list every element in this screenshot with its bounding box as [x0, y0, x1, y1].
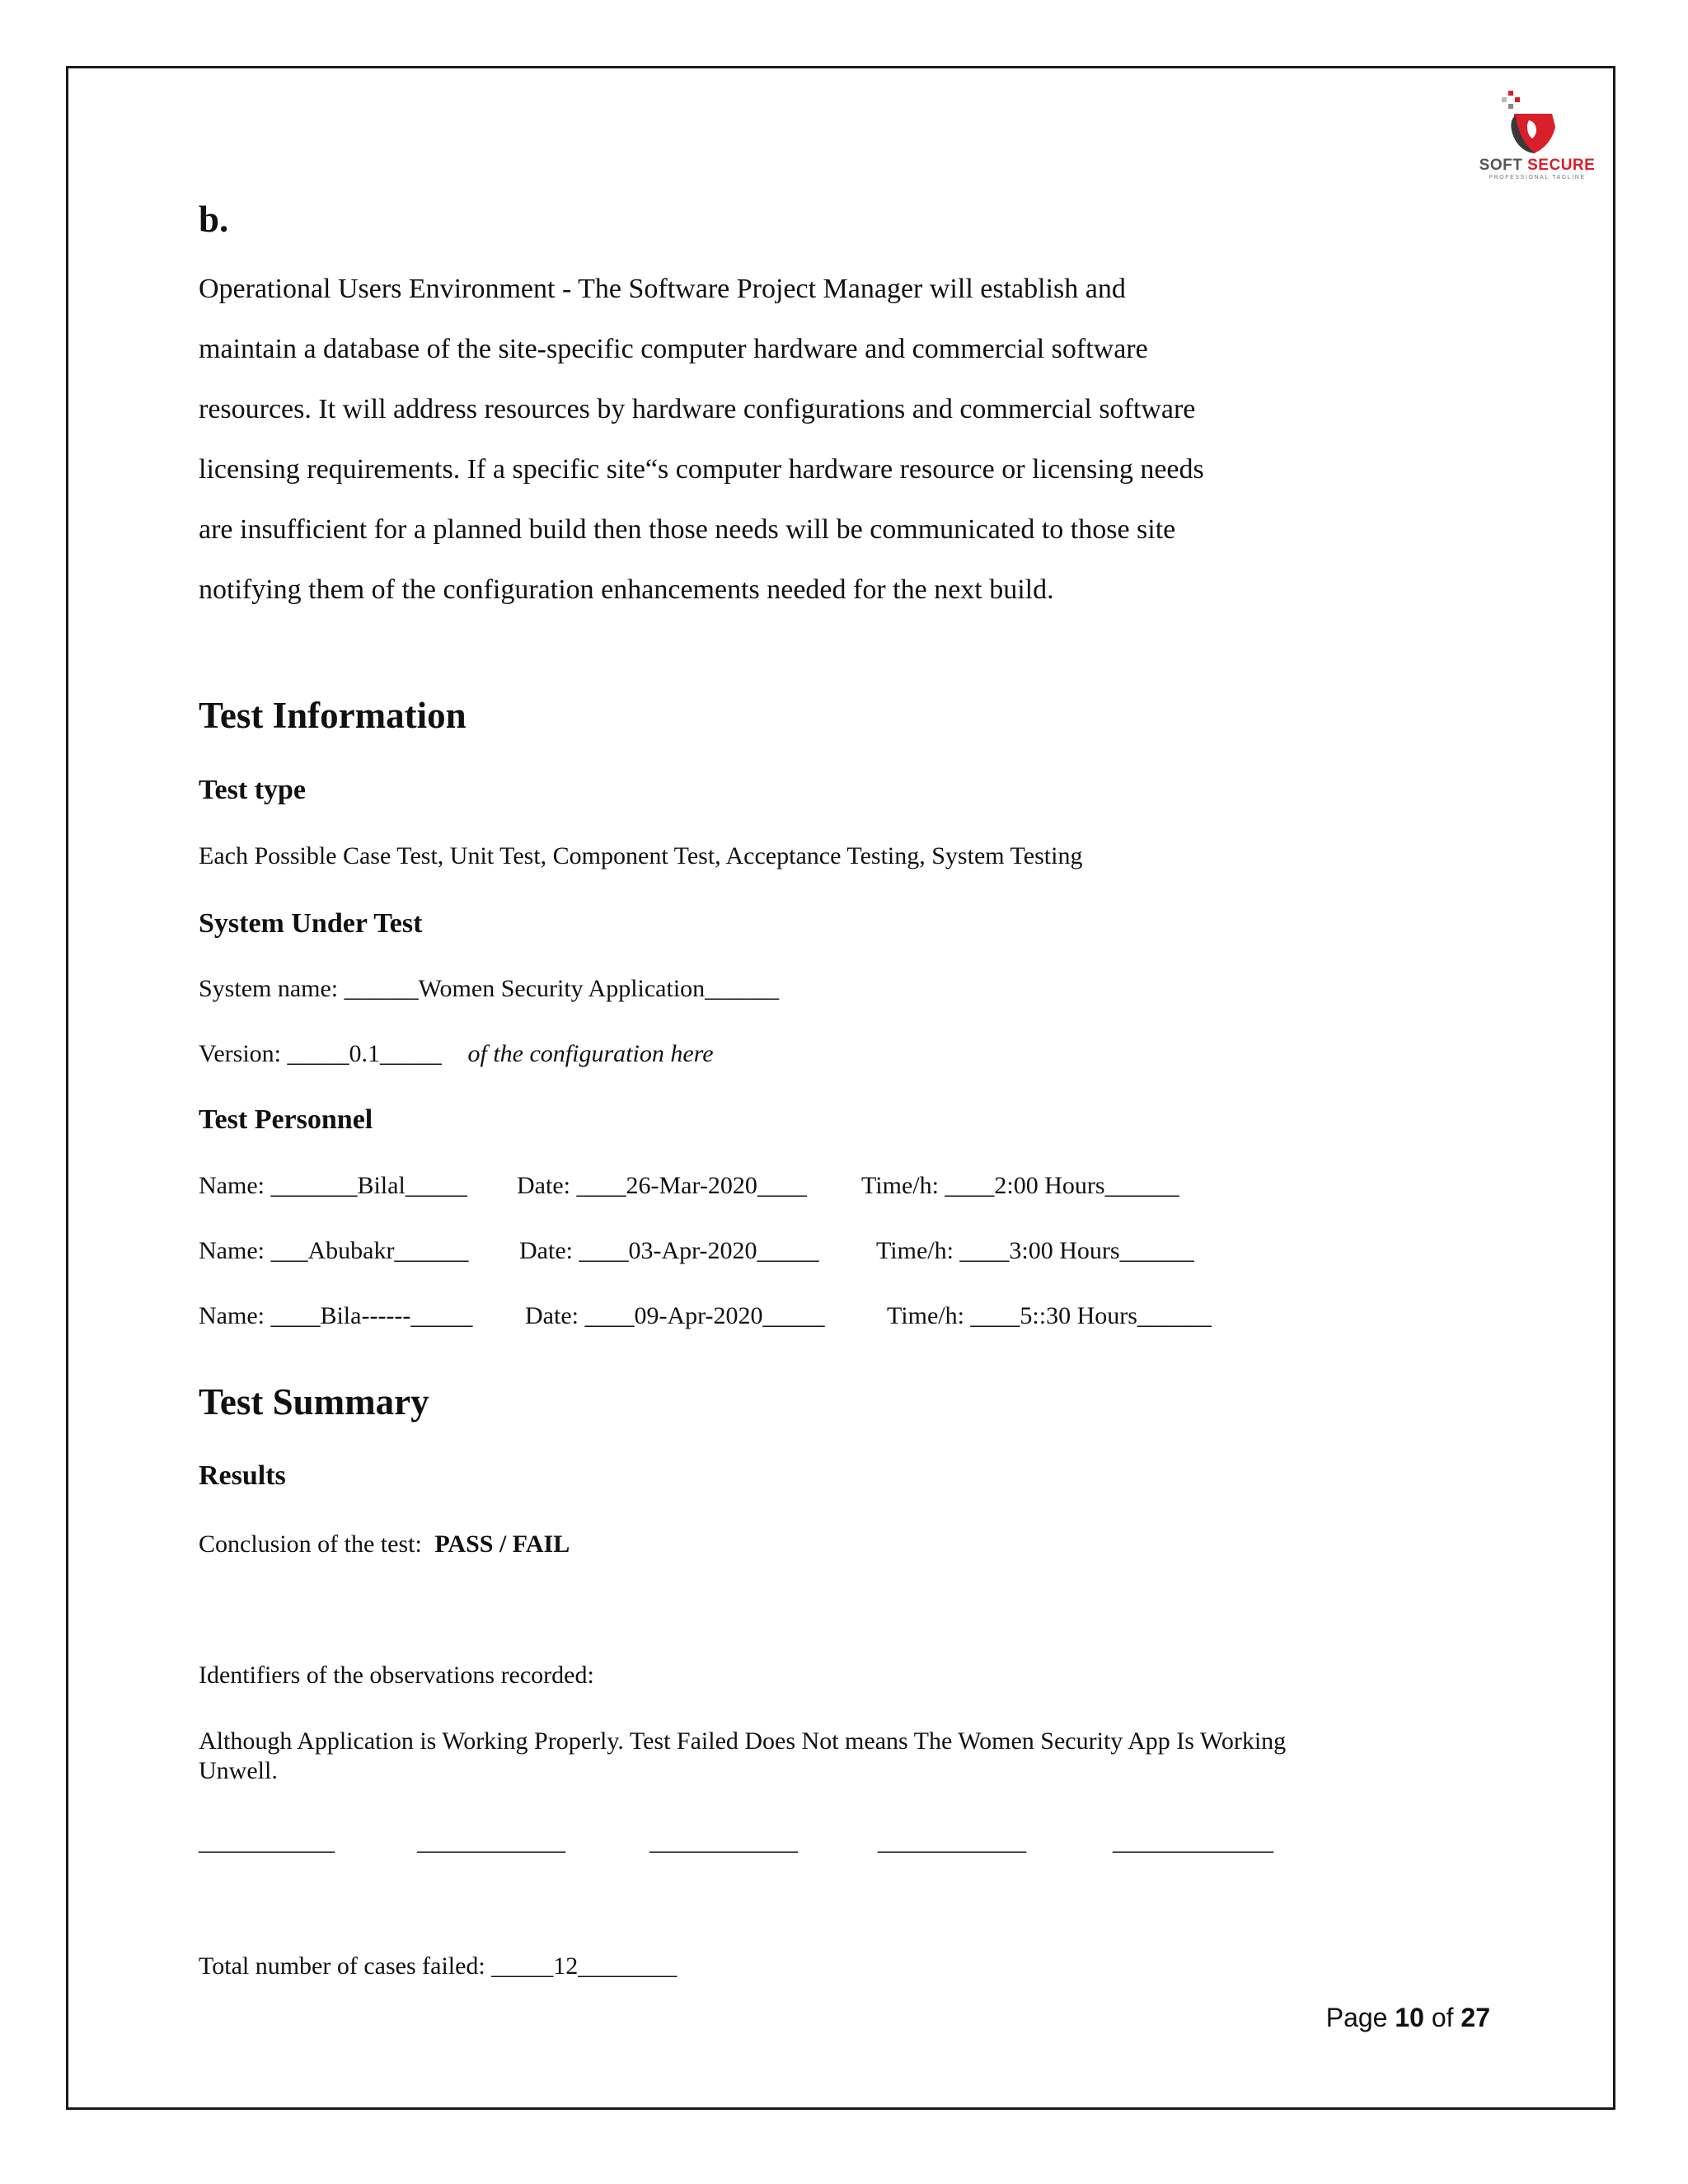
observation-line: Although Application is Working Properly. Test Failed Does Not means The Women Security App Is Working — [199, 1727, 1287, 1755]
blank-line: _____________ — [1113, 1828, 1273, 1855]
blank-line: ____________ — [649, 1828, 798, 1855]
paragraph-line: resources. It will address resources by hardware configurations and commercial software — [199, 394, 1196, 424]
logo-wordmark: SOFT SECURE — [1479, 157, 1596, 174]
paragraph-line: are insufficient for a planned build then those needs will be communicated to those site — [199, 514, 1176, 545]
personnel-name: Name: _______Bilal_____ — [199, 1172, 467, 1199]
conclusion-label: Conclusion of the test: — [199, 1530, 422, 1558]
system-name-field: System name: ______Women Security Application______ — [199, 975, 780, 1002]
blank-line: ____________ — [417, 1828, 565, 1855]
test-type-heading: Test type — [199, 775, 307, 805]
personnel-time: Time/h: ____2:00 Hours______ — [861, 1172, 1179, 1199]
version-field — [199, 1040, 714, 1068]
company-logo — [1463, 89, 1611, 188]
conclusion-value: PASS / FAIL — [434, 1530, 570, 1558]
paragraph-line: Operational Users Environment - The Software Project Manager will establish and — [199, 274, 1126, 304]
system-under-test-heading: System Under Test — [199, 908, 423, 939]
test-summary-heading: Test Summary — [199, 1381, 429, 1422]
identifiers-label: Identifiers of the observations recorded: — [199, 1661, 594, 1689]
blank-line: ____________ — [878, 1828, 1026, 1855]
personnel-name: Name: ____Bila------_____ — [199, 1302, 473, 1329]
personnel-date: Date: ____26-Mar-2020____ — [517, 1172, 807, 1199]
observation-line: Unwell. — [199, 1757, 278, 1784]
blank-line: ___________ — [199, 1828, 335, 1855]
section-marker: b. — [199, 199, 229, 240]
version-note: of the configuration here — [467, 1040, 714, 1067]
logo-tagline: PROFESSIONAL TAGLINE — [1489, 175, 1586, 180]
test-personnel-heading: Test Personnel — [199, 1104, 373, 1135]
personnel-name: Name: ___Abubakr______ — [199, 1237, 469, 1264]
body-paragraph — [199, 259, 1435, 620]
personnel-time: Time/h: ____5::30 Hours______ — [887, 1302, 1212, 1329]
test-information-heading: Test Information — [199, 695, 467, 736]
personnel-date: Date: ____03-Apr-2020_____ — [519, 1237, 819, 1264]
paragraph-line: maintain a database of the site-specific computer hardware and commercial software — [199, 334, 1148, 364]
personnel-date: Date: ____09-Apr-2020_____ — [525, 1302, 825, 1329]
conclusion-field — [199, 1530, 570, 1558]
paragraph-line: notifying them of the configuration enhancements needed for the next build. — [199, 574, 1054, 605]
total-cases-failed: Total number of cases failed: _____12________ — [199, 1952, 678, 1980]
version-value: Version: _____0.1_____ — [199, 1040, 442, 1067]
shield-logo-icon — [1463, 89, 1611, 157]
paragraph-line: licensing requirements. If a specific site“s computer hardware resource or licensing needs — [199, 454, 1204, 485]
personnel-time: Time/h: ____3:00 Hours______ — [876, 1237, 1194, 1264]
test-type-text: Each Possible Case Test, Unit Test, Component Test, Acceptance Testing, System Testing — [199, 842, 1083, 869]
observation-text — [199, 1727, 1286, 1785]
results-heading: Results — [199, 1460, 286, 1491]
page-number-footer: Page 10 of 27 — [1325, 2003, 1490, 2032]
